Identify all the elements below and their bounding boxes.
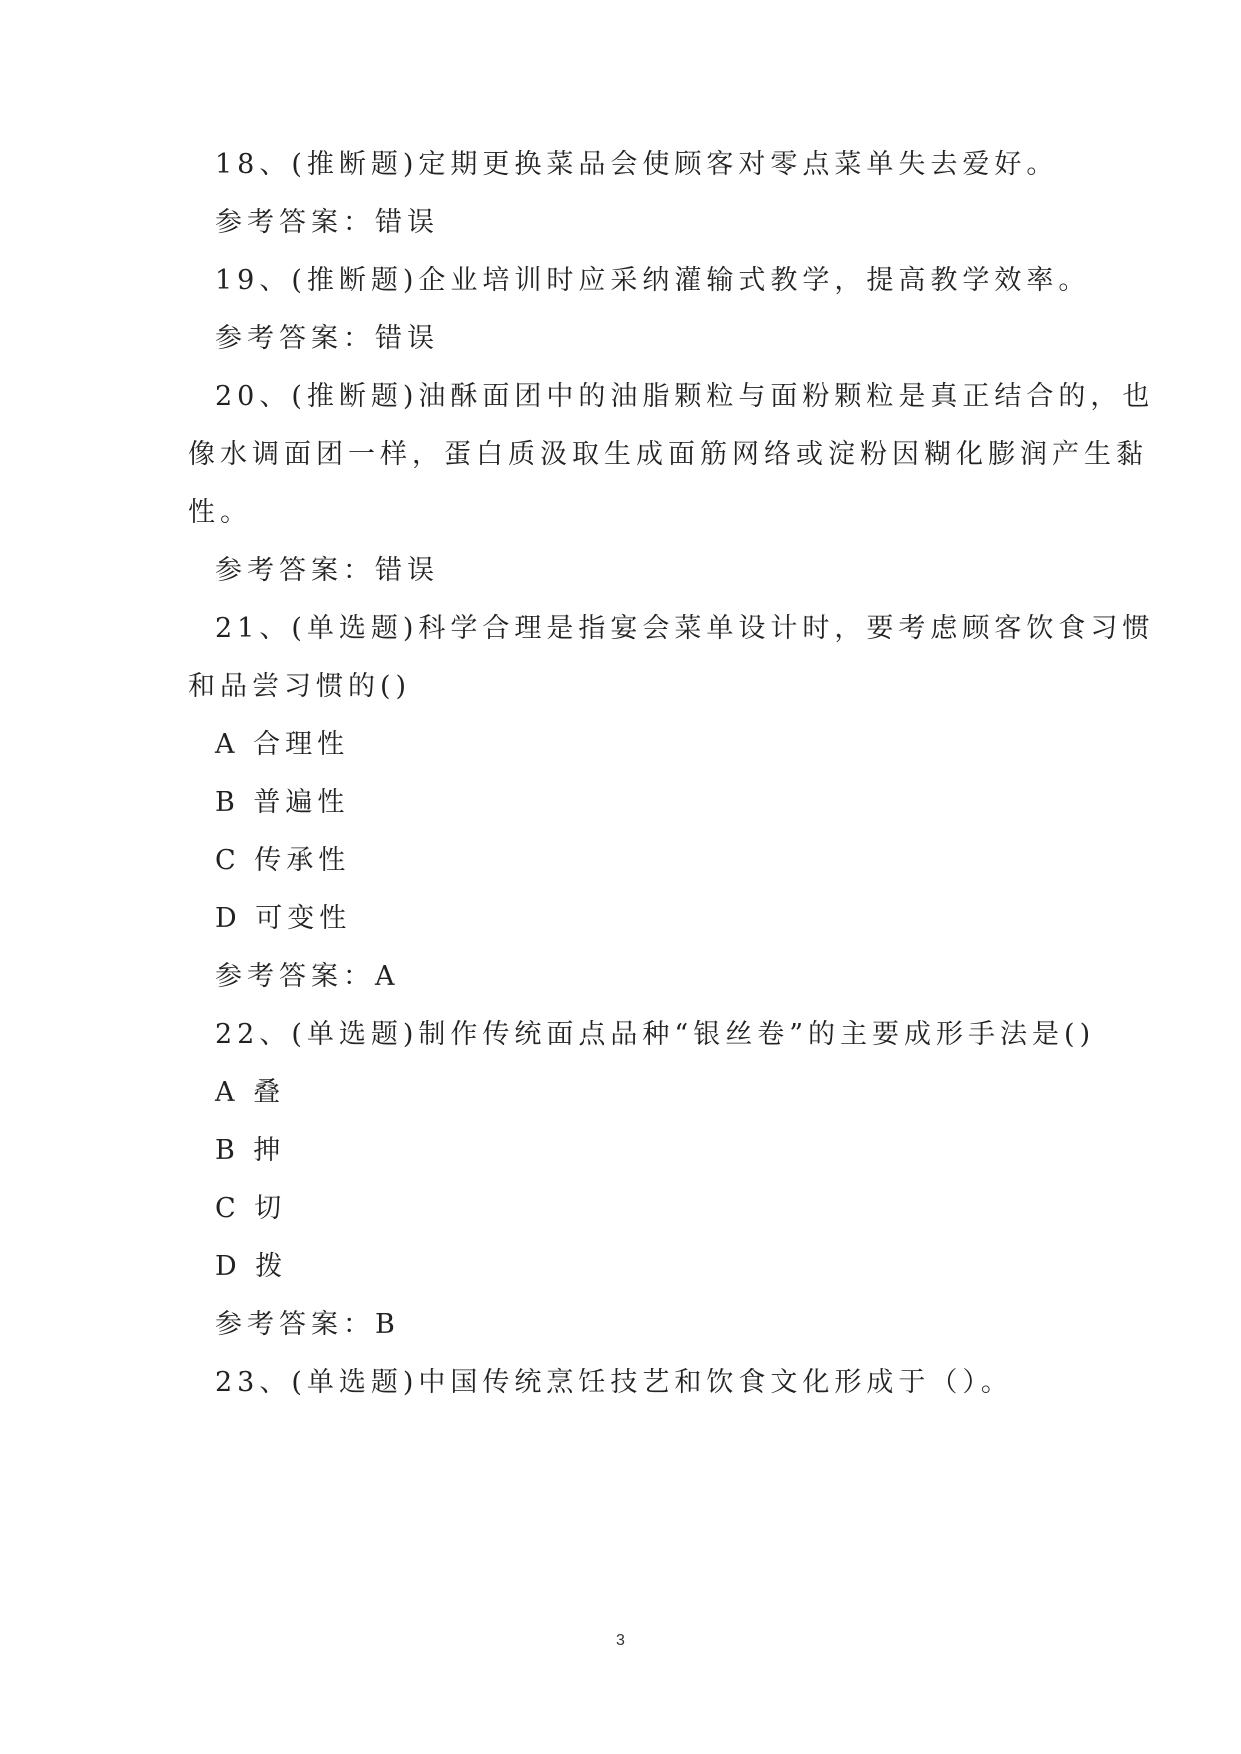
question-22-answer: 参考答案：B xyxy=(215,1309,400,1340)
question-19-answer: 参考答案：错误 xyxy=(215,323,439,354)
question-23-text: 23、(单选题)中国传统烹饪技艺和饮食文化形成于（）。 xyxy=(215,1367,1013,1398)
question-22-option-d: D 拨 xyxy=(215,1251,288,1282)
question-21-answer: 参考答案：A xyxy=(215,961,400,992)
question-20-text-line-1: 20、(推断题)油酥面团中的油脂颗粒与面粉颗粒是真正结合的，也 xyxy=(215,381,1155,412)
question-19-text: 19、(推断题)企业培训时应采纳灌输式教学，提高教学效率。 xyxy=(215,265,1091,296)
question-21-option-a: A 合理性 xyxy=(215,729,350,760)
question-21-option-b: B 普遍性 xyxy=(215,787,350,818)
question-18-text: 18、(推断题)定期更换菜品会使顾客对零点菜单失去爱好。 xyxy=(215,149,1059,180)
question-22-option-a: A 叠 xyxy=(215,1077,286,1108)
question-21-text-line-1: 21、(单选题)科学合理是指宴会菜单设计时，要考虑顾客饮食习惯 xyxy=(215,613,1155,644)
question-22-option-b: B 抻 xyxy=(215,1135,286,1166)
question-20-text-line-2: 像水调面团一样，蛋白质汲取生成面筋网络或淀粉因糊化膨润产生黏 xyxy=(188,439,1148,470)
question-22-text: 22、(单选题)制作传统面点品种“银丝卷”的主要成形手法是() xyxy=(215,1019,1096,1050)
question-18-answer: 参考答案：错误 xyxy=(215,207,439,238)
question-20-text-line-3: 性。 xyxy=(188,497,252,528)
question-21-option-d: D 可变性 xyxy=(215,903,352,934)
question-21-option-c: C 传承性 xyxy=(215,845,351,876)
page-number: 3 xyxy=(616,1632,625,1649)
question-20-answer: 参考答案：错误 xyxy=(215,555,439,586)
question-21-text-line-2: 和品尝习惯的() xyxy=(188,671,412,702)
question-22-option-c: C 切 xyxy=(215,1193,287,1224)
